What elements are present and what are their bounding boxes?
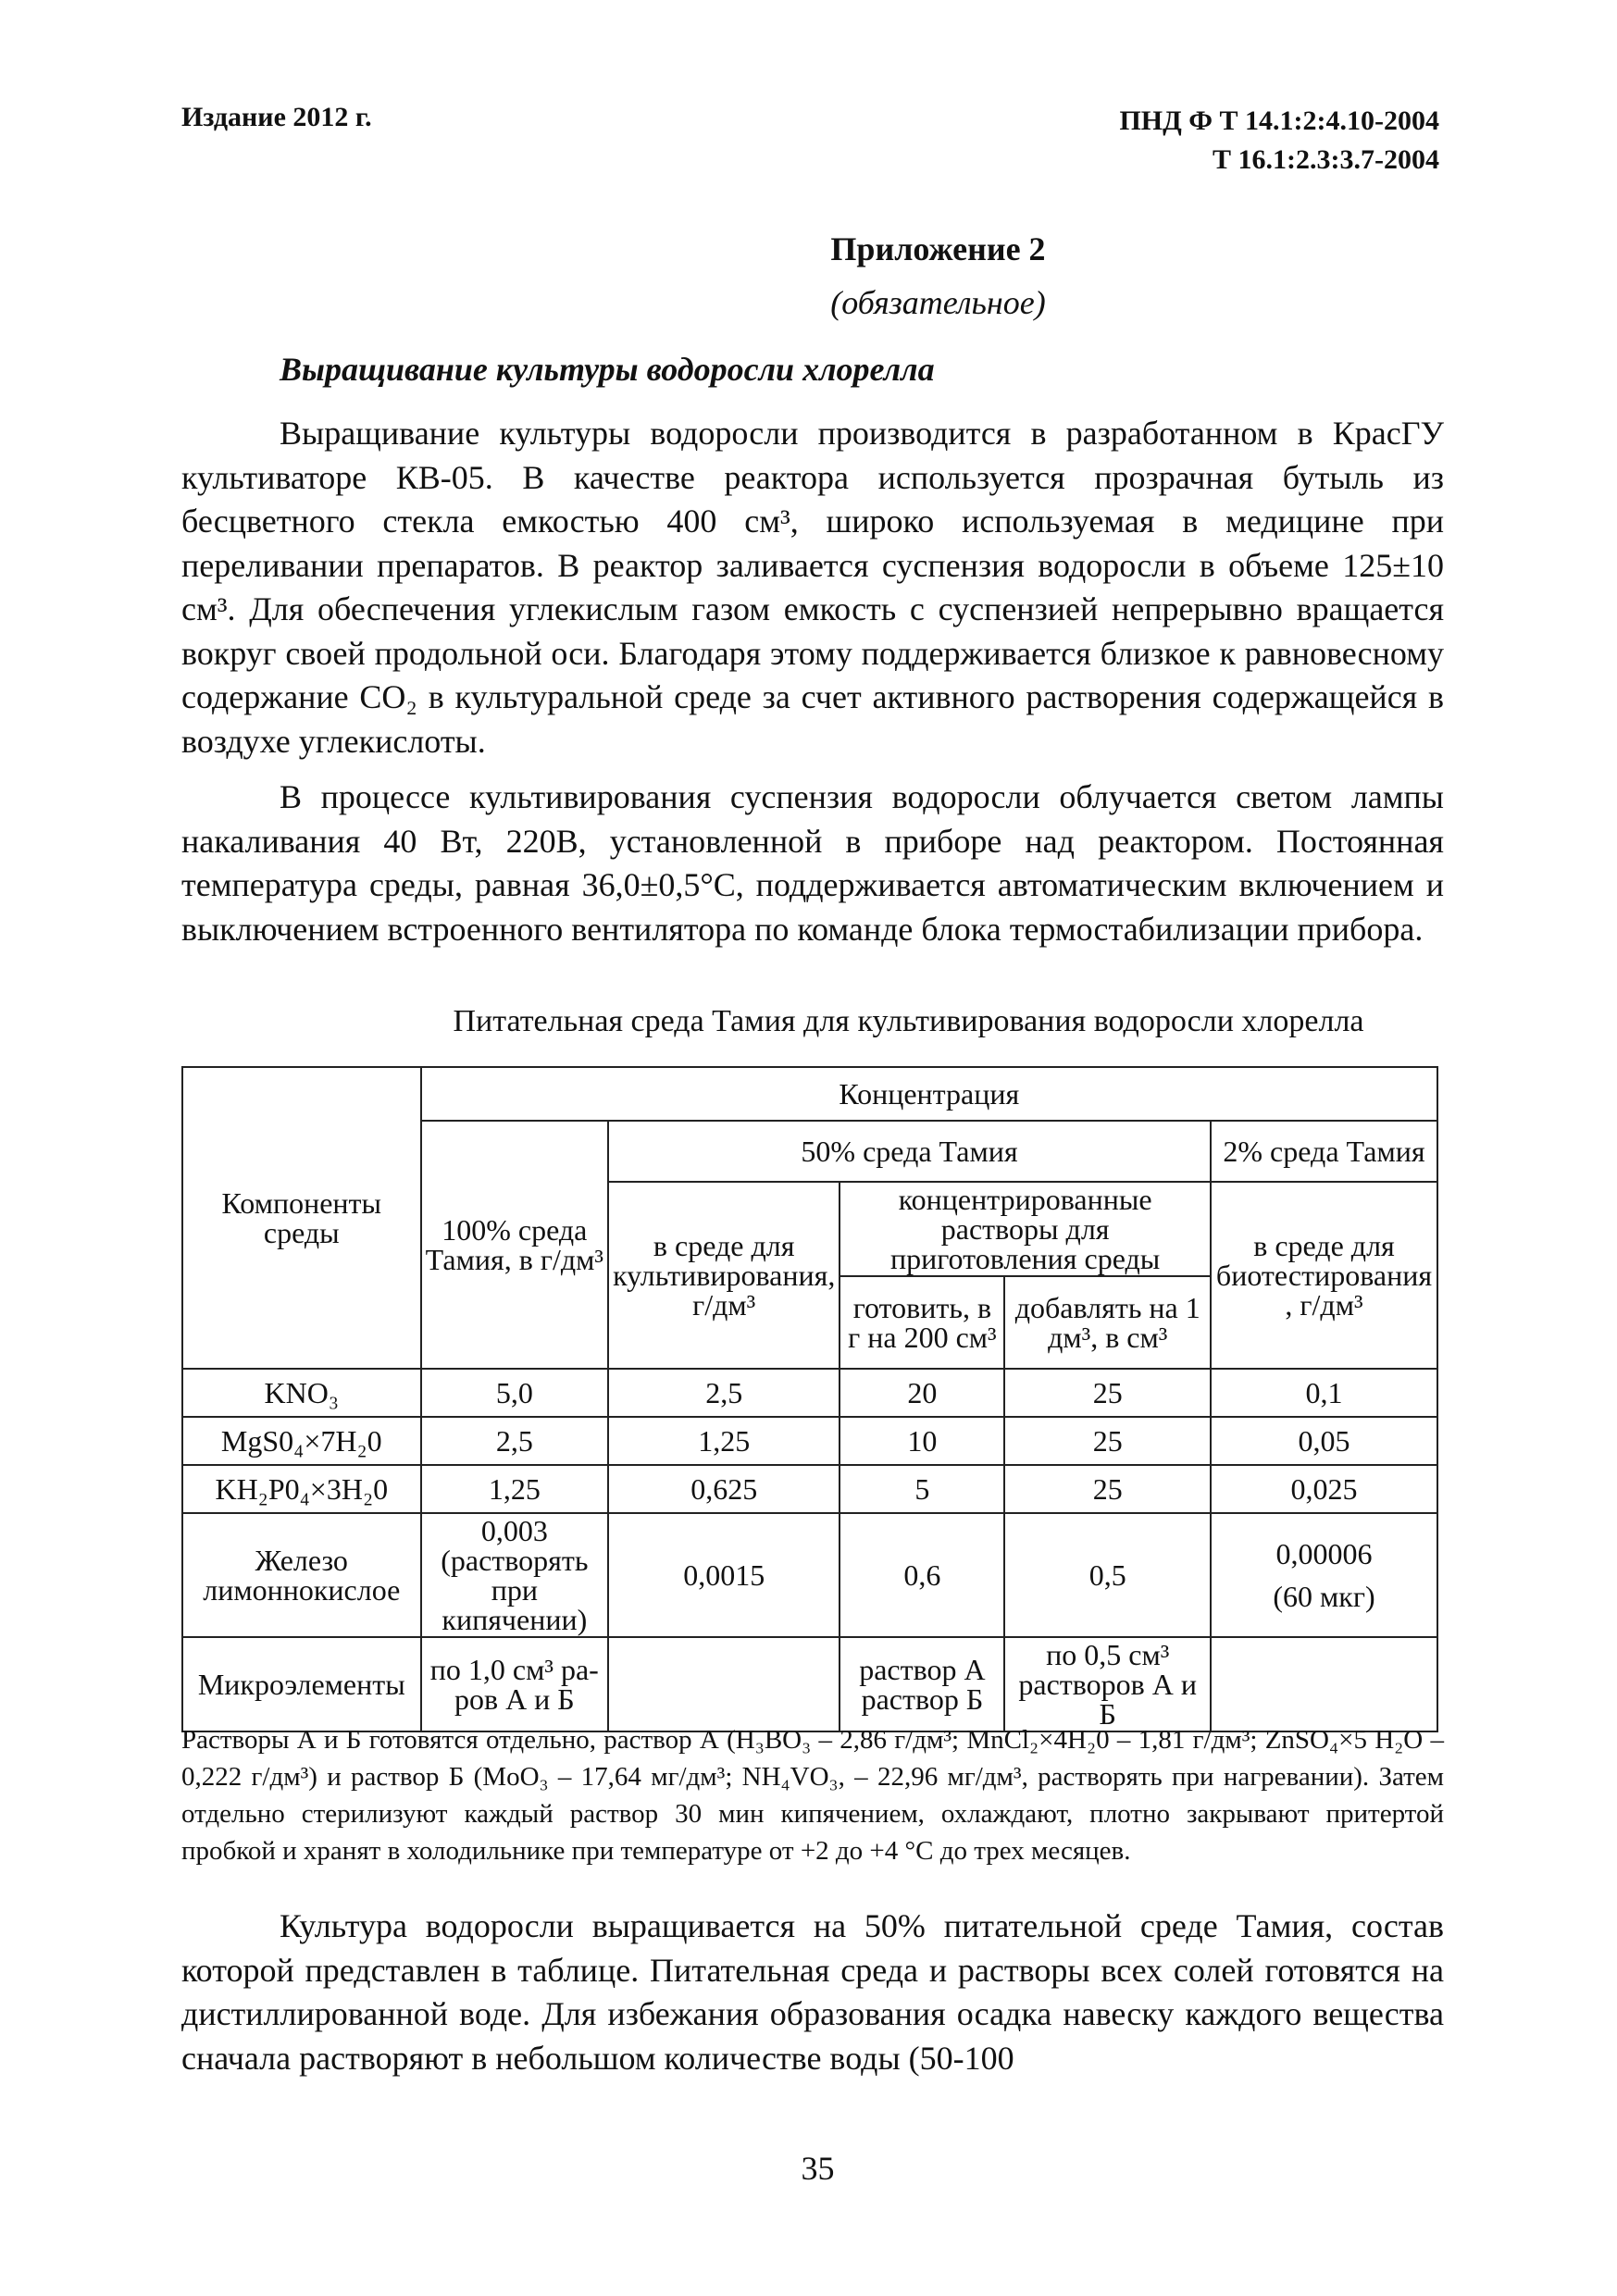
doc-code-2: Т 16.1:2.3:3.7-2004 [1213, 144, 1439, 175]
table-row [182, 1369, 1437, 1417]
table-row [182, 1417, 1437, 1465]
cell-prepare: 20 [840, 1369, 1004, 1417]
cell-component: KNO₃ [182, 1369, 421, 1417]
doc-code-1: ПНД Ф Т 14.1:2:4.10-2004 [1119, 105, 1439, 136]
cell-two-pct: 0,025 [1211, 1465, 1437, 1513]
cell-prepare: 0,6 [840, 1513, 1004, 1637]
paragraph-3: Культура водоросли выращивается на 50% питательной среде Тамия, состав которой представлен в таблице. Питательная среда и растворы всех солей готовятся на дистиллированной воде. Для избежания образования осадка навеску каждого вещества сначала растворяют в небольшом количестве воды (50-100 [181, 1907, 1444, 2077]
nutrient-medium-table [181, 1066, 1438, 1732]
cell-full: 1,25 [421, 1465, 609, 1513]
cell-two-pct: 0,00006 [1275, 1537, 1373, 1570]
cell-full: по 1,0 см³ ра-ров А и Б [421, 1637, 609, 1731]
header-biotest: в среде для биотестирования , г/дм³ [1211, 1182, 1437, 1369]
table-row [182, 1465, 1437, 1513]
cell-prepare: 5 [840, 1465, 1004, 1513]
header-prepare: готовить, в г на 200 см³ [840, 1276, 1004, 1369]
cell-two-pct-block [1211, 1513, 1437, 1637]
cell-add: 0,5 [1004, 1513, 1210, 1637]
cell-half-medium [608, 1637, 840, 1731]
paragraph-1: Выращивание культуры водоросли производится в разработанном в КрасГУ культиваторе КВ-05. В качестве реактора используется прозрачная бутыль из бесцветного стекла емкостью 400 см³, широко используемая в медицине при переливании препаратов. В реактор заливается суспензия водоросли в объеме 125±10 см³. Для обеспечения углекислым газом емкость с суспензией непрерывно вращается вокруг своей продольной оси. Благодаря этому поддерживается близкое к равновесному содержание CO₂ в культуральной среде за счет активного растворения содержащейся в воздухе углекислоты. [181, 415, 1444, 760]
header-full-medium: 100% среда Тамия, в г/дм³ [421, 1121, 609, 1369]
cell-component: Железо лимоннокислое [182, 1513, 421, 1637]
appendix-title: Приложение 2 [830, 230, 1046, 267]
cell-component: Микроэлементы [182, 1637, 421, 1731]
cell-two-pct: 0,05 [1211, 1417, 1437, 1465]
cell-add: 25 [1004, 1465, 1210, 1513]
edition-label: Издание 2012 г. [181, 102, 372, 132]
cell-two-pct [1211, 1637, 1437, 1731]
cell-full: 5,0 [421, 1369, 609, 1417]
cell-half-medium: 1,25 [608, 1417, 840, 1465]
cell-half-medium: 0,0015 [608, 1513, 840, 1637]
table-caption: Питательная среда Тамия для культивирования водоросли хлорелла [453, 1004, 1364, 1038]
header-concentrated-solutions: концентрированные растворы для приготовления среды [840, 1182, 1211, 1276]
cell-prepare: раствор А раствор Б [840, 1637, 1004, 1731]
table-row [182, 1637, 1437, 1731]
page-number: 35 [801, 2150, 835, 2187]
document-codes [1119, 102, 1439, 180]
section-title: Выращивание культуры водоросли хлорелла [280, 351, 935, 388]
cell-half-medium: 0,625 [608, 1465, 840, 1513]
header-add: добавлять на 1 дм³, в см³ [1004, 1276, 1210, 1369]
cell-add: 25 [1004, 1369, 1210, 1417]
cell-two-pct: 0,1 [1211, 1369, 1437, 1417]
header-components: Компоненты среды [182, 1067, 421, 1369]
cell-full: 0,003 (растворять при кипячении) [421, 1513, 609, 1637]
cell-add: 25 [1004, 1417, 1210, 1465]
cell-full: 2,5 [421, 1417, 609, 1465]
table-row [182, 1513, 1437, 1637]
header-in-medium: в среде для культивирования, г/дм³ [608, 1182, 840, 1369]
cell-component: KH₂P0₄×3H₂0 [182, 1465, 421, 1513]
header-concentration: Концентрация [421, 1067, 1437, 1121]
cell-two-pct-extra: (60 мкг) [1273, 1580, 1375, 1613]
cell-prepare: 10 [840, 1417, 1004, 1465]
cell-component: MgS0₄×7H₂0 [182, 1417, 421, 1465]
appendix-subtitle: (обязательное) [830, 284, 1046, 321]
header-half-medium: 50% среда Тамия [608, 1121, 1211, 1182]
header-two-pct-medium: 2% среда Тамия [1211, 1121, 1437, 1182]
paragraph-2: В процессе культивирования суспензия водоросли облучается светом лампы накаливания 40 Вт, 220В, установленной в приборе над реактором. Постоянная температура среды, равная 36,0±0,5°C, поддерживается автоматическим включением и выключением встроенного вентилятора по команде блока термостабилизации прибора. [181, 778, 1444, 948]
table-footnote: Растворы А и Б готовятся отдельно, раствор А (H₃BO₃ – 2,86 г/дм³; MnCl₂×4H₂0 – 1,81 г/дм³; ZnSO₄×5 H₂O – 0,222 г/дм³) и раствор Б (MoO₃ – 17,64 мг/дм³; NH₄VO₃, – 22,96 мг/дм³, растворять при нагревании). Затем отдельно стерилизуют каждый раствор 30 мин кипячением, охлаждают, плотно закрывают притертой пробкой и хранят в холодильнике при температуре от +2 до +4 °С до трех месяцев. [181, 1725, 1444, 1866]
cell-add: по 0,5 см³ растворов А и Б [1004, 1637, 1210, 1731]
cell-half-medium: 2,5 [608, 1369, 840, 1417]
